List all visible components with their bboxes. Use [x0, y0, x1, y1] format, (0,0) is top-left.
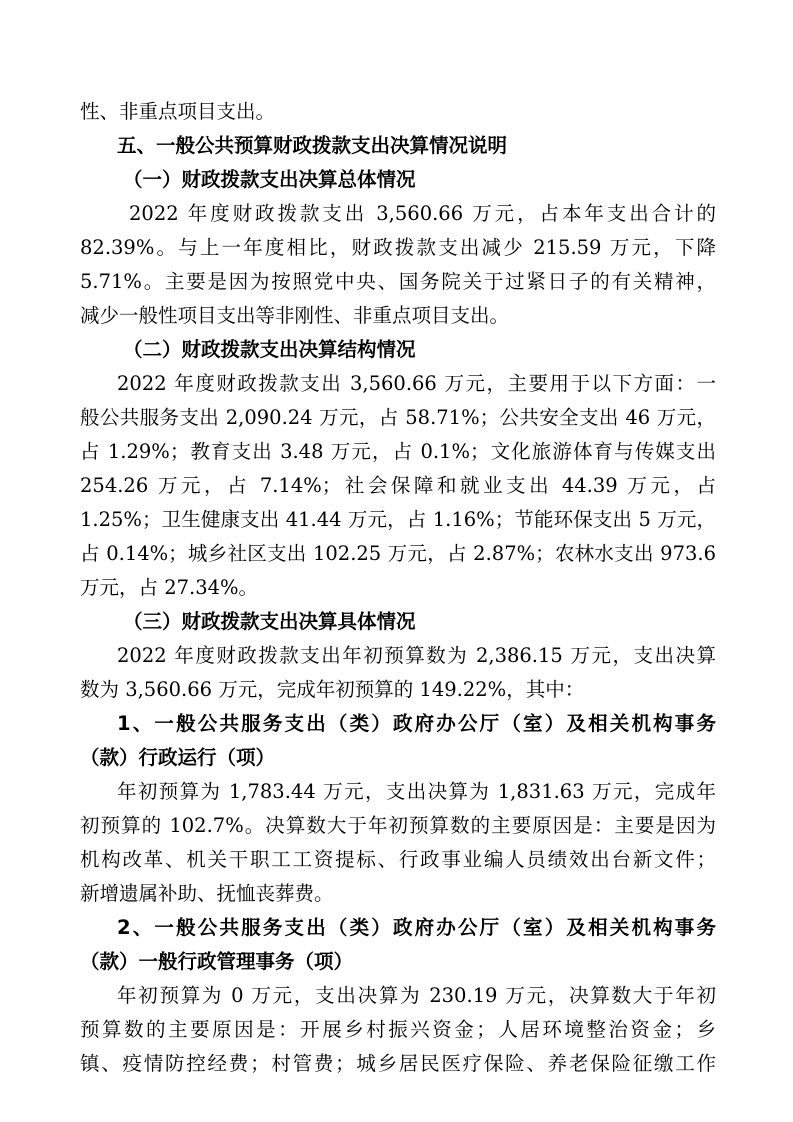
paragraph-line: 新增遗属补助、抚恤丧葬费。: [80, 882, 334, 905]
paragraph-line: 预算数的主要原因是：开展乡村振兴资金；人居环境整治资金；乡: [80, 1018, 716, 1041]
paragraph-line: 镇、疫情防控经费；村管费；城乡居民医疗保险、养老保险征缴工作: [80, 1052, 716, 1075]
paragraph-line: 年初预算为 1,783.44 万元，支出决算为 1,831.63 万元，完成年: [117, 780, 716, 803]
item-heading: 2、一般公共服务支出（类）政府办公厅（室）及相关机构事务: [117, 916, 716, 939]
paragraph-line: 占 1.29%；教育支出 3.48 万元，占 0.1%；文化旅游体育与传媒支出: [80, 440, 716, 463]
subsection-heading: （三）财政拨款支出决算具体情况: [123, 610, 416, 633]
paragraph-line: 年初预算为 0 万元，支出决算为 230.19 万元，决算数大于年初: [117, 984, 716, 1007]
paragraph-line: 5.71%。主要是因为按照党中央、国务院关于过紧日子的有关精神，: [80, 270, 716, 293]
item-heading: （款）一般行政管理事务（项）: [80, 950, 354, 973]
paragraph-line: 2022 年度财政拨款支出年初预算数为 2,386.15 万元，支出决算: [117, 644, 716, 667]
section-heading: 五、一般公共预算财政拨款支出决算情况说明: [117, 134, 508, 157]
paragraph-line: 254.26 万元，占 7.14%；社会保障和就业支出 44.39 万元，占: [80, 474, 716, 497]
paragraph-line: 数为 3,560.66 万元，完成年初预算的 149.22%，其中：: [80, 678, 585, 701]
paragraph-line: 82.39%。与上一年度相比，财政拨款支出减少 215.59 万元，下降: [80, 236, 716, 259]
subsection-heading: （一）财政拨款支出决算总体情况: [123, 168, 416, 191]
paragraph-line: 2022 年度财政拨款支出 3,560.66 万元，主要用于以下方面：一: [117, 372, 716, 395]
paragraph-line: 性、非重点项目支出。: [80, 100, 276, 123]
paragraph-line: 2022 年度财政拨款支出 3,560.66 万元，占本年支出合计的: [129, 202, 716, 225]
item-heading: （款）行政运行（项）: [80, 746, 276, 769]
paragraph-line: 万元，占 27.34%。: [80, 576, 259, 599]
item-heading: 1、一般公共服务支出（类）政府办公厅（室）及相关机构事务: [117, 712, 716, 735]
paragraph-line: 1.25%；卫生健康支出 41.44 万元，占 1.16%；节能环保支出 5 万元，: [80, 508, 716, 531]
paragraph-line: 机构改革、机关干职工工资提标、行政事业编人员绩效出台新文件；: [80, 848, 716, 871]
paragraph-line: 初预算的 102.7%。决算数大于年初预算数的主要原因是：主要是因为: [80, 814, 716, 837]
paragraph-line: 般公共服务支出 2,090.24 万元，占 58.71%；公共安全支出 46 万元，: [80, 406, 716, 429]
paragraph-line: 减少一般性项目支出等非刚性、非重点项目支出。: [80, 304, 510, 327]
subsection-heading: （二）财政拨款支出决算结构情况: [123, 338, 416, 361]
paragraph-line: 占 0.14%；城乡社区支出 102.25 万元，占 2.87%；农林水支出 973.6: [80, 542, 716, 565]
